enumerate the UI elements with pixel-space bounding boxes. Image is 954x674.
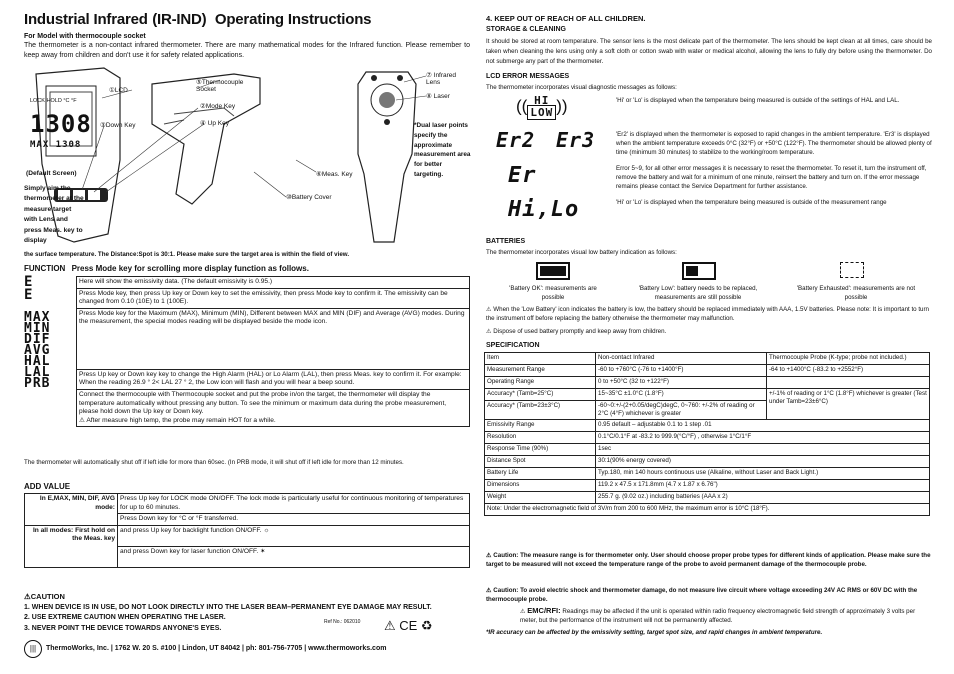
down-key-label: ③Down Key — [100, 122, 136, 129]
lcd-label: ①LCD — [109, 87, 128, 94]
spec-cell: Battery Life — [485, 468, 596, 480]
spec-cell: 0.1°C/0.1°F at -83.2 to 999.9(°C/°F) , otherwise 1°C/1°F — [596, 432, 930, 444]
spec-cell: Non-contact Infrared — [596, 353, 767, 365]
spec-cell: Response Time (90%) — [485, 444, 596, 456]
mode-icon-min: MIN — [24, 321, 51, 336]
mode-icon-hal: HAL — [24, 354, 51, 369]
spec-note-row — [485, 504, 930, 516]
function-cell: Press Mode key, then press Up key or Down key to set the emissivity, then press Mode key to confirm it. The emissivity can be changed from 0.10 (10E) to 1 (100E). — [77, 288, 470, 308]
spec-cell: Weight — [485, 492, 596, 504]
caution-electric-shock: ⚠ Caution: To avoid electric shock and thermometer damage, do not measure live circuit where voltage exceeding 24V AC RMS or 60V DC with the thermocouple probe. — [486, 587, 918, 603]
mode-icon-e1: E — [24, 274, 34, 290]
battery-low-icon — [682, 262, 716, 280]
er2-display: Er2 — [496, 128, 536, 152]
add-value-cell: and press Down key for laser function ON/OFF. — [120, 547, 259, 555]
battery-low-text: 'Battery Low': battery needs to be replaced, measurements are still possible — [638, 285, 758, 301]
batteries-intro: The thermometer incorporates visual low battery indication as follows: — [486, 249, 677, 256]
spec-row — [485, 365, 930, 377]
add-value-table — [24, 493, 470, 568]
caution-probe-range: ⚠ Caution: The measure range is for thermometer only. User should choose proper probe types for different kinds of application. Please make sure the target to be measured will not exceed the temperature range of the probe to avoid permanent damage of the thermocouple probe. — [486, 552, 931, 568]
emc-rfi-text: Readings may be affected if the unit is operated within radio frequency electromagnetic field strength of approximately 3 volts per meter, but the performance of the instrument will not be permanently affected. — [520, 608, 916, 624]
title-sub: Operating Instructions — [214, 11, 372, 28]
batteries-heading: BATTERIES — [486, 238, 526, 245]
auto-off-note: The thermometer will automatically shut off if left idle for more than 60sec. (In PRB mode, it will shut off if left idle for more than 12 minutes. — [24, 459, 404, 466]
backlight-icon: ☼ — [263, 526, 270, 534]
spec-row — [485, 444, 930, 456]
spec-cell: Accuracy* (Tamb=25°C) — [485, 389, 596, 401]
spec-heading: SPECIFICATION — [486, 342, 540, 349]
caution-item: 1. WHEN DEVICE IS IN USE, DO NOT LOOK DIRECTLY INTO THE LASER BEAM–PERMANENT EYE DAMAGE MAY RESULT. — [24, 604, 432, 611]
lcd-errors-intro: The thermometer incorporates visual diagnostic messages as follows: — [486, 84, 677, 91]
spec-row — [485, 456, 930, 468]
spec-cell: Distance Spot — [485, 456, 596, 468]
hi-lo-display: (( HI LOW )) — [516, 94, 568, 119]
spec-cell: 15~35°C ±1.0°C (1.8°F) — [596, 389, 767, 401]
lcd-top-icons: LOCK HOLD °C °F — [30, 98, 77, 104]
spec-cell: Measurement Range — [485, 365, 596, 377]
laser-icon: ✶ — [260, 547, 266, 555]
footer-contact: ThermoWorks, Inc. | 1762 W. 20 S. #100 | Lindon, UT 84042 | ph: 801-756-7705 | www.thermoworks.com — [46, 645, 387, 652]
storage-text: It should be stored at room temperature. The sensor lens is the most delicate part of the thermometer. The lens should be kept clean at all times, care should be taken when cleaning the lens using only a soft cloth or cotton swab with water or medical alcohol, allowing the lens to fully dry before using the thermometer. Do not submerge any part of the thermometer. — [486, 38, 932, 65]
battery-dispose-text: Dispose of used battery promptly and keep away from children. — [493, 328, 667, 335]
caution-probe-range-text: Caution: The measure range is for thermometer only. User should choose proper probe types for different kinds of application. Please make sure the target to be measured will not exceed the temperature range of the probe to avoid permanent damage of the thermocouple probe. — [486, 552, 931, 568]
low-text: LOW — [527, 105, 556, 120]
add-value-heading: ADD VALUE — [24, 482, 71, 491]
storage-heading: STORAGE & CLEANING — [486, 26, 566, 33]
spec-row — [485, 420, 930, 432]
emc-rfi-heading: EMC/RFI: — [527, 606, 561, 615]
er2-er3-description: 'Er2' is displayed when the thermometer is exposed to rapid changes in the ambient temperature. 'Er3' is displayed when the ambient temperature exceeds 0°C (32°F) or +50°C (122°F). The thermometer should be allowed plenty of time (minimum 30 minutes) to stabilize to the working/room temperature. — [616, 131, 932, 156]
hi-text: HI — [534, 94, 550, 107]
spec-cell: 30:1(90% energy covered) — [596, 456, 930, 468]
caution-item: 2. USE EXTREME CAUTION WHEN OPERATING THE LASER. — [24, 614, 226, 622]
laser-label: ⑧ Laser — [426, 93, 450, 100]
spec-row — [485, 377, 930, 389]
spec-cell: Emissivity Range — [485, 420, 596, 432]
battery-ok-icon — [536, 262, 570, 280]
model-note: For Model with thermocouple socket — [24, 33, 146, 40]
battery-warning-text: When the 'Low Battery' icon indicates the battery is low, the battery should be replaced immediately with AAA, 1.5V batteries. Please note: It is important to turn the instrument off before replacing the battery otherwise the thermometer may malfunction. — [486, 306, 929, 322]
function-row-probe: Connect the thermocouple with Thermocouple socket and put the probe in/on the target, the thermometer will display the temperature automatically without pressing any button. To see the minimum or maximum data during the probe measurement, please hold down the Up key or Down key. ⚠ After measure high temp, the probe may remain HOT for a while. — [77, 389, 470, 426]
spec-cell: -64 to +1400°C (-83.2 to +2552°F) — [767, 365, 930, 377]
spec-row — [485, 432, 930, 444]
spec-note: Note: Under the electromagnetic field of 3V/m from 200 to 600 MHz, the maximum error is 10°C (18°F). — [485, 504, 930, 516]
spec-cell: 0.95 default – adjustable 0.1 to 1 step .01 — [596, 420, 930, 432]
spec-table — [484, 352, 930, 516]
add-value-key: In all modes: First hold on the Meas. key — [25, 525, 118, 567]
title-main: Industrial Infrared — [24, 11, 148, 28]
spec-row — [485, 389, 930, 401]
laser-note: *Dual laser points specify the approximate measurement area for better targeting. — [414, 122, 471, 178]
lcd-max-reading: MAX 1308 — [30, 140, 82, 150]
lens-label: ⑦ Infrared Lens — [426, 72, 457, 86]
error-5-9-description: Error 5~9, for all other error messages it is necessary to reset the thermometer. To reset it, turn the instrument off, remove the battery and wait for a minimum of one minute, reinsert the battery and turn on. If the error message remains please contact the Service Department for further assistance. — [616, 165, 927, 190]
spec-row — [485, 468, 930, 480]
hi-lo-description: 'Hi' or 'Lo' is displayed when the temperature being measured is outside of the settings of HAL and LAL. — [616, 97, 900, 104]
spec-cell: 255.7 g. (9.02 oz.) including batteries (AAA x 2) — [596, 492, 930, 504]
up-key-label: ④ Up Key — [200, 120, 229, 127]
function-heading — [24, 264, 309, 273]
function-cell: Here will show the emissivity data. (The default emissivity is 0.95.) — [77, 277, 470, 289]
function-heading-label: FUNCTION — [24, 264, 66, 273]
compliance-icons: ⚠ CE ♻ — [384, 618, 433, 633]
mode-icon-lal: LAL — [24, 365, 51, 380]
function-row-set-emissivity — [77, 288, 470, 308]
spec-cell: Dimensions — [485, 480, 596, 492]
caution-item: 3. NEVER POINT THE DEVICE TOWARDS ANYONE'S EYES. — [24, 624, 222, 632]
mode-key-label: ②Mode Key — [200, 103, 236, 110]
keep-out-heading: 4. KEEP OUT OF REACH OF ALL CHILDREN. — [486, 14, 646, 23]
spec-cell: Item — [485, 353, 596, 365]
function-row-emissivity — [77, 277, 470, 289]
function-cell: Press Mode key for the Maximum (MAX), Minimum (MIN), Different between MAX and MIN (DIF) and Average (AVG) modes. During the measurement, the special modes reading will be displayed beside the mode icon. — [77, 308, 470, 369]
ir-accuracy-note: *IR accuracy can be affected by the emissivity setting, target spot size, and rapid changes in ambient temperature. — [486, 629, 823, 636]
er3-display: Er3 — [556, 128, 596, 152]
spec-row — [485, 492, 930, 504]
battery-exhausted-text: 'Battery Exhausted': measurements are not possible — [796, 285, 916, 301]
spec-cell: Typ.180, min 140 hours continuous use (Alkaline, without Laser and Back Light.) — [596, 468, 930, 480]
spec-cell: +/-1% of reading or 1°C (1.8°F) whichever is greater (Test under Tamb=23±6°C) — [767, 389, 930, 420]
caution-heading-label: CAUTION — [30, 592, 65, 601]
function-cell: Press Up key or Down key key to change the High Alarm (HAL) or Lo Alarm (LAL), then press Meas. key to confirm it. For example: When the reading 26.9 ° 2< LAL 27 ° 2, the Low icon will flash and you will hear a beep sound. — [77, 369, 470, 389]
function-heading-rest: Press Mode key for scrolling more display function as follows. — [71, 264, 309, 273]
emc-rfi-note: ⚠ EMC/RFI: Readings may be affected if the unit is operated within radio frequency electromagnetic field strength of approximately 3 volts per meter, but the performance of the instrument will not be permanently affected. — [520, 606, 916, 624]
default-screen-label: (Default Screen) — [26, 170, 77, 177]
ref-number: Ref No.: 062010 — [324, 619, 361, 625]
probe-hot-warning: After measure high temp, the probe may remain HOT for a while. — [86, 416, 276, 424]
title-model: (IR-IND) — [152, 11, 207, 28]
add-value-cell: and press Up key for backlight function ON/OFF. — [120, 526, 262, 534]
socket-label: ⑤Thermocouple Socket — [196, 79, 244, 93]
thermoworks-logo-icon: ||| — [24, 640, 42, 658]
spec-cell: 119.2 x 47.5 x 171.8mm (4.7 x 1.87 x 6.76") — [596, 480, 930, 492]
aim-instructions: Simply aim the thermometer at the measure target with Lens and press Meas. key to display — [24, 185, 84, 245]
page-title — [24, 11, 371, 29]
battery-ok-text: 'Battery OK': measurements are possible — [509, 285, 597, 301]
meas-key-label: ⑥Meas. Key — [316, 171, 353, 178]
battery-exhausted-icon — [840, 262, 864, 278]
function-mode-icons — [24, 276, 76, 389]
add-value-cell: Press Up key for LOCK mode ON/OFF. The lock mode is particularly useful for continuous monitoring of temperatures for up to 60 minutes. — [118, 494, 470, 514]
er-display: Er — [508, 163, 537, 188]
spec-cell: -60 to +760°C (-76 to +1400°F) — [596, 365, 767, 377]
lcd-errors-heading: LCD ERROR MESSAGES — [486, 73, 570, 80]
function-row-modes — [77, 308, 470, 369]
aim-instructions-tail: the surface temperature. The Distance:Spot is 30:1. Please make sure the target area is within the field of view. — [24, 251, 350, 258]
battery-dispose: ⚠ Dispose of used battery promptly and keep away from children. — [486, 328, 667, 335]
add-value-row — [25, 525, 470, 546]
function-row-alarm — [77, 369, 470, 389]
mode-icon-dif: DIF — [24, 332, 51, 347]
mode-icon-avg: AVG — [24, 343, 51, 358]
add-value-key: In E,MAX, MIN, DIF, AVG mode: — [25, 494, 118, 526]
add-value-row — [25, 494, 470, 514]
battery-warning: ⚠ When the 'Low Battery' icon indicates the battery is low, the battery should be replaced immediately with AAA, 1.5V batteries. Please note: It is important to turn the instrument off before replacing the battery otherwise the thermometer may malfunction. — [486, 306, 929, 322]
function-cell: Connect the thermocouple with Thermocouple socket and put the probe in/on the target, the thermometer will display the temperature automatically without pressing any button. To see the minimum or maximum data during the probe measurement, please hold down the Up key or Down key. — [79, 390, 447, 416]
mode-icon-e2: E — [24, 287, 34, 303]
intro-text: The thermometer is a non-contact infrared thermometer. There are many mathematical modes for the Infrared function. Please remember to keep away from children and don't use it for safety related applications. — [24, 42, 470, 59]
spec-cell: Thermocouple Probe (K-type; probe not included.) — [767, 353, 930, 365]
spec-cell: Accuracy* (Tamb=23±3°C) — [485, 401, 596, 420]
spec-cell — [767, 377, 930, 389]
function-table — [76, 276, 470, 427]
device-figure — [24, 64, 470, 256]
hi-lo-error-display: Hi,Lo — [508, 197, 580, 222]
spec-row — [485, 353, 930, 365]
caution-electric-shock-text: Caution: To avoid electric shock and thermometer damage, do not measure live circuit where voltage exceeding 24V AC RMS or 60V DC with the thermocouple probe. — [486, 587, 918, 603]
mode-icon-prb: PRB — [24, 376, 51, 391]
caution-heading: ⚠CAUTION — [24, 592, 65, 601]
spec-cell: -60~0:+/-(2+0.05/degC)degC, 0~760: +/-2% of reading or 2°C (4°F) whichever is greater — [596, 401, 767, 420]
spec-cell: 1sec — [596, 444, 930, 456]
spec-cell: 0 to +50°C (32 to +122°F) — [596, 377, 767, 389]
battery-cover-label: ⑩Battery Cover — [286, 194, 332, 201]
spec-row — [485, 480, 930, 492]
add-value-cell: Press Down key for °C or °F transferred. — [118, 514, 470, 526]
hi-lo-range-description: 'Hi' or 'Lo' is displayed when the temperature being measured is outside of the measurement range — [616, 199, 887, 206]
mode-icon-max: MAX — [24, 310, 51, 325]
spec-cell: Resolution — [485, 432, 596, 444]
lcd-main-reading: 1308 — [30, 110, 92, 138]
spec-cell: Operating Range — [485, 377, 596, 389]
